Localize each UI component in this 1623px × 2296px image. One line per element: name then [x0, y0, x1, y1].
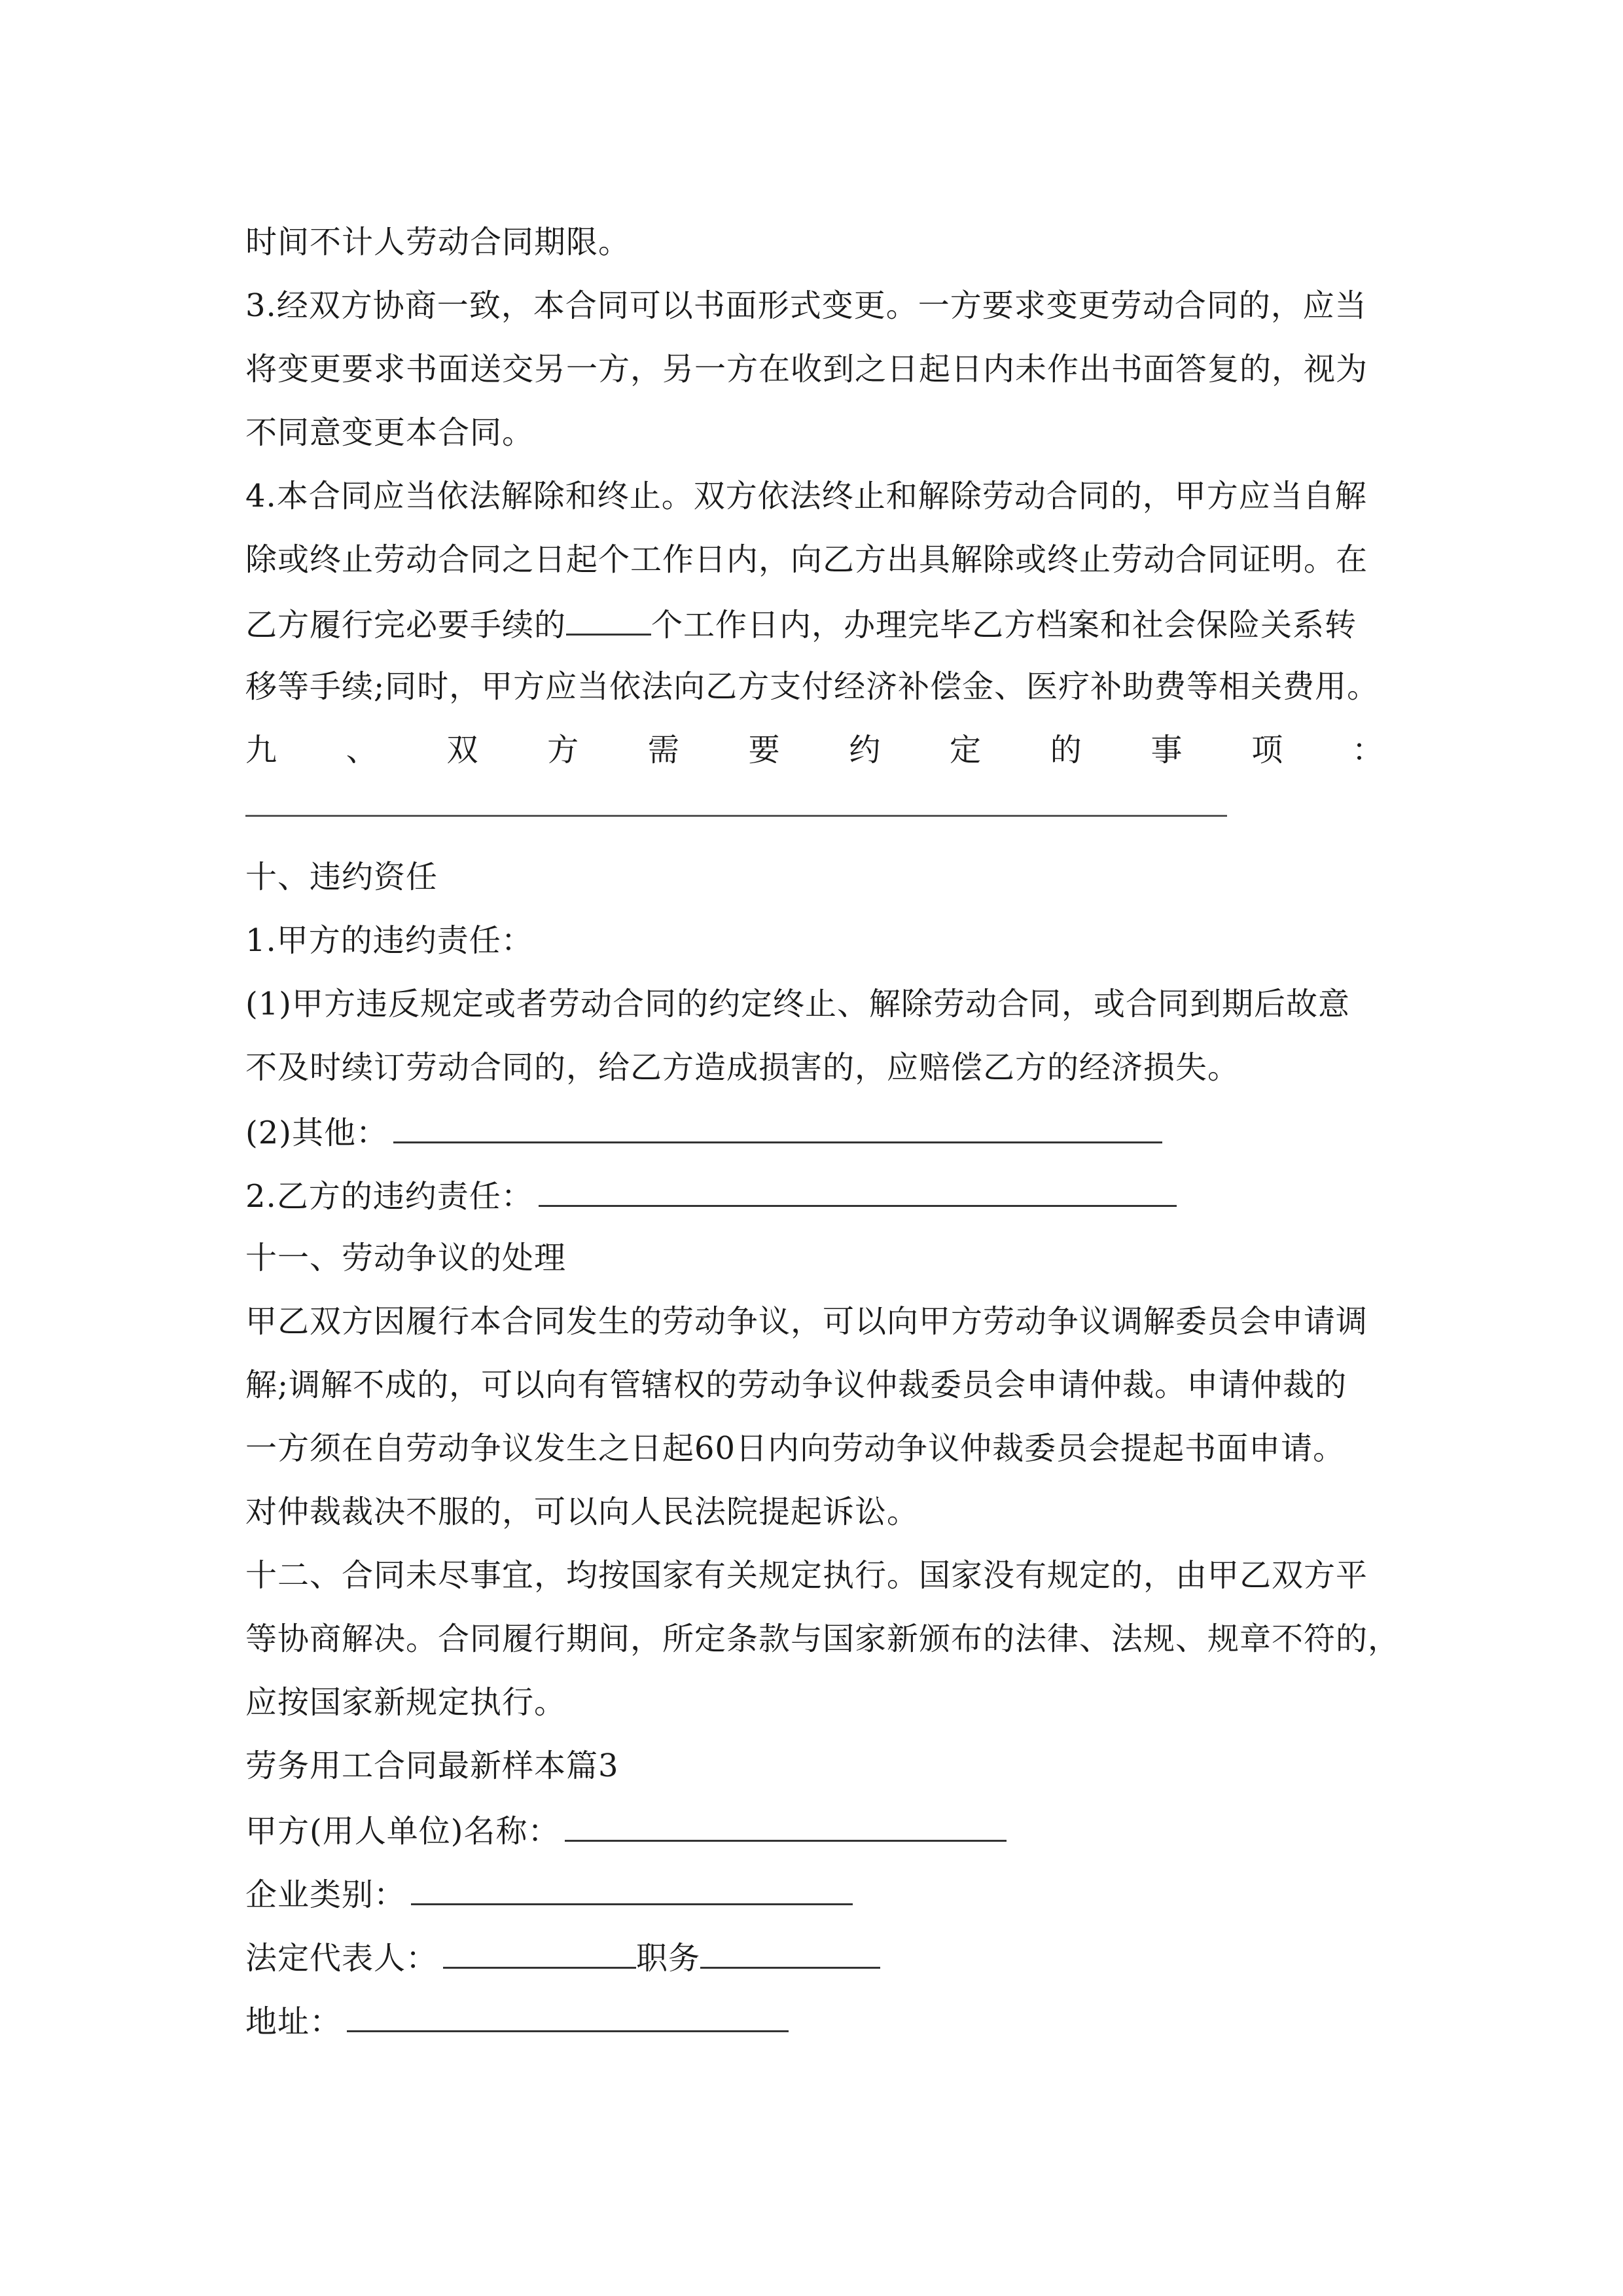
text-line — [245, 1168, 1177, 1221]
text-line: 一方须在自劳动争议发生之日起60日内向劳动争议仲裁委员会提起书面申请。 — [245, 1430, 1346, 1467]
heading-char: ： — [1351, 732, 1384, 768]
field-label: 地址： — [245, 2003, 342, 2040]
section-heading-12: 十二、合同未尽事宜，均按国家有关规定执行。国家没有规定的，由甲乙双方平 — [245, 1557, 1368, 1594]
field-label: 职务 — [636, 1940, 701, 1977]
text-line — [245, 1930, 880, 1982]
heading-char: 方 — [547, 732, 580, 768]
heading-char: 的 — [1050, 732, 1082, 768]
field-label: 法定代表人： — [245, 1940, 438, 1977]
address-field[interactable] — [347, 1994, 789, 2032]
heading-char: 九 — [245, 732, 278, 768]
fill-blank-days[interactable] — [566, 597, 651, 636]
section-heading-11: 十一、劳动争议的处理 — [245, 1240, 567, 1276]
legal-representative-field[interactable] — [443, 1930, 636, 1969]
text-line: 不及时续订劳动合同的，给乙方造成损害的，应赔偿乙方的经济损失。 — [245, 1049, 1240, 1086]
text-line: 对仲裁裁决不服的，可以向人民法院提起诉讼。 — [245, 1494, 919, 1530]
text-line: 1.甲方的违约责任： — [245, 922, 533, 959]
section-heading-9 — [245, 724, 1384, 776]
text-line: 时间不计人劳动合同期限。 — [245, 224, 631, 260]
heading-char: 要 — [748, 732, 781, 768]
text-line: 移等手续;同时，甲方应当依法向乙方支付经济补偿金、医疗补助费等相关费用。 — [245, 668, 1380, 705]
heading-char: 双 — [446, 732, 479, 768]
text-line: 4.本合同应当依法解除和终止。双方依法终止和解除劳动合同的，甲方应当自解 — [245, 478, 1367, 514]
text-line: 除或终止劳动合同之日起个工作日内，向乙方出具解除或终止劳动合同证明。在 — [245, 541, 1368, 578]
text-line — [245, 597, 1357, 649]
field-label: 企业类别： — [245, 1876, 406, 1913]
position-field[interactable] — [700, 1930, 880, 1969]
text-line: 甲乙双方因履行本合同发生的劳动争议，可以向甲方劳动争议调解委员会申请调 — [245, 1303, 1368, 1340]
fill-blank-other[interactable] — [393, 1105, 1162, 1143]
text-line: 解;调解不成的，可以向有管辖权的劳动争议仲裁委员会申请仲裁。申请仲裁的 — [245, 1367, 1347, 1403]
fill-line-agreed-matters[interactable] — [245, 815, 1227, 817]
text-line: 3.经双方协商一致，本合同可以书面形式变更。一方要求变更劳动合同的，应当 — [245, 287, 1367, 324]
heading-char: 、 — [346, 732, 378, 768]
text-segment: (2)其他： — [245, 1115, 388, 1151]
text-line — [245, 1994, 789, 2046]
fill-blank-party-b-liability[interactable] — [539, 1168, 1177, 1207]
field-label: 甲方(用人单位)名称： — [245, 1813, 560, 1850]
text-segment: 个工作日内，办理完毕乙方档案和社会保险关系转 — [651, 607, 1357, 643]
text-line: 将变更要求书面送交另一方，另一方在收到之日起日内未作出书面答复的，视为 — [245, 351, 1368, 387]
contract-title: 劳务用工合同最新样本篇3 — [245, 1748, 619, 1784]
text-line — [245, 1105, 1162, 1157]
text-line: 应按国家新规定执行。 — [245, 1684, 567, 1721]
text-line: 不同意变更本合同。 — [245, 414, 535, 451]
text-line: (1)甲方违反规定或者劳动合同的约定终止、解除劳动合同，或合同到期后故意 — [245, 986, 1350, 1022]
heading-char: 约 — [849, 732, 882, 768]
text-line: 等协商解决。合同履行期间，所定条款与国家新颁布的法律、法规、规章不符的， — [245, 1621, 1400, 1657]
text-line — [245, 1867, 853, 1919]
section-heading-10: 十、违约资任 — [245, 859, 438, 895]
text-segment: 2.乙方的违约责任： — [245, 1178, 533, 1215]
enterprise-type-field[interactable] — [411, 1867, 853, 1905]
text-segment: 乙方履行完必要手续的 — [245, 607, 567, 643]
heading-char: 需 — [647, 732, 680, 768]
heading-char: 定 — [950, 732, 982, 768]
heading-char: 事 — [1150, 732, 1183, 768]
employer-name-field[interactable] — [565, 1803, 1007, 1842]
text-line — [245, 1803, 1007, 1856]
heading-char: 项 — [1251, 732, 1284, 768]
